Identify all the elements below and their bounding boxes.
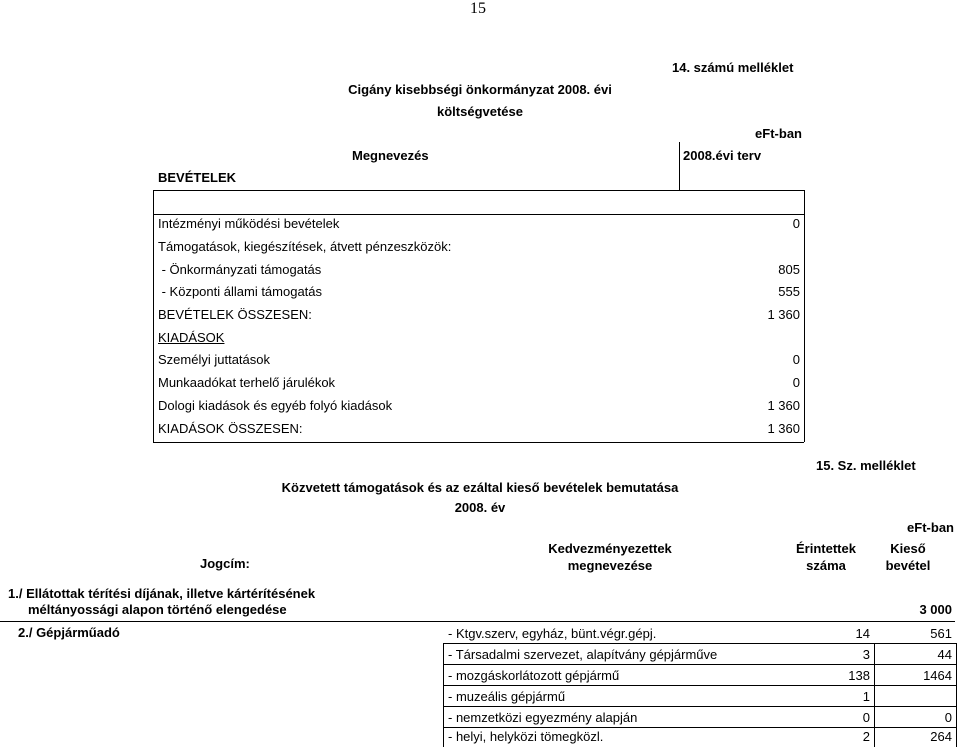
item2-grid-line: [443, 727, 956, 728]
beneficiary-cell: - nemzetközi egyezmény alapján: [448, 710, 638, 725]
count-cell: 2: [862, 729, 870, 744]
budget-row-label: Személyi juttatások: [158, 352, 270, 367]
item2-grid-line: [443, 706, 956, 707]
beneficiary-cell: - Társadalmi szervezet, alapítvány gépjárműve: [448, 647, 718, 662]
lost-cell: 1464: [923, 668, 952, 683]
budget-annex-label: 14. számú melléklet: [672, 60, 794, 75]
budget-right-border: [804, 190, 805, 442]
item2-grid-line: [443, 643, 956, 644]
item1-bottom-line: [0, 621, 955, 622]
item2-grid-line: [443, 664, 956, 665]
col-title-header: Jogcím:: [200, 556, 250, 571]
col-count-header-line1: Érintettek: [796, 541, 856, 556]
budget-row-value: 805: [778, 262, 800, 277]
budget-row-label: Intézményi működési bevételek: [158, 216, 340, 231]
count-cell: 0: [862, 710, 870, 725]
indirect-title: Közvetett támogatások és az ezáltal kieső bevételek bemutatása: [281, 480, 679, 495]
item2-col-divider: [874, 643, 875, 747]
lost-cell: 561: [930, 626, 952, 641]
count-cell: 138: [848, 668, 870, 683]
budget-row-value: 0: [792, 352, 800, 367]
budget-title-line2: költségvetése: [437, 104, 523, 119]
budget-row-value: 0: [792, 375, 800, 390]
revenue-total-label: BEVÉTELEK ÖSSZESEN:: [158, 307, 312, 322]
beneficiary-cell: - helyi, helyközi tömegközl.: [448, 729, 604, 744]
budget-col-plan-header: 2008.évi terv: [683, 148, 762, 163]
item2-right-border: [956, 643, 957, 747]
item1-lost-value: 3 000: [919, 602, 952, 617]
expenses-total-label: KIADÁSOK ÖSSZESEN:: [158, 421, 303, 436]
revenue-total-value: 1 360: [767, 307, 800, 322]
budget-row-value: 0: [792, 216, 800, 231]
budget-row-value: 1 360: [767, 398, 800, 413]
indirect-unit: eFt-ban: [907, 520, 954, 535]
lost-cell: 264: [930, 729, 952, 744]
item2-left-border: [443, 643, 444, 747]
count-cell: 3: [862, 647, 870, 662]
col-lost-header-line2: bevétel: [885, 558, 931, 573]
item1-label-line2: méltányossági alapon történő elengedése: [28, 602, 287, 617]
item1-label-line1: 1./ Ellátottak térítési díjának, illetve kártérítésének: [8, 586, 316, 601]
item2-grid-line: [443, 685, 956, 686]
lost-cell: 44: [937, 647, 952, 662]
col-count-header-line2: száma: [806, 558, 846, 573]
budget-row-label: - Önkormányzati támogatás: [158, 262, 322, 277]
budget-body-top-line: [153, 214, 804, 215]
beneficiary-cell: - Ktgv.szerv, egyház, bünt.végr.gépj.: [448, 626, 657, 641]
lost-cell: 0: [944, 710, 952, 725]
budget-row-label: Dologi kiadások és egyéb folyó kiadások: [158, 398, 393, 413]
col-beneficiary-header-line2: megnevezése: [567, 558, 653, 573]
budget-body-bottom-line: [153, 442, 804, 443]
budget-col-name-header: Megnevezés: [352, 148, 429, 163]
indirect-annex-label: 15. Sz. melléklet: [816, 458, 916, 473]
item2-label: 2./ Gépjárműadó: [18, 625, 120, 640]
expenses-heading: KIADÁSOK: [158, 330, 225, 345]
expenses-total-value: 1 360: [767, 421, 800, 436]
budget-left-border: [153, 190, 154, 442]
budget-row-label: Munkaadókat terhelő járulékok: [158, 375, 336, 390]
beneficiary-cell: - mozgáskorlátozott gépjármű: [448, 668, 620, 683]
indirect-year: 2008. év: [454, 500, 506, 515]
count-cell: 1: [862, 689, 870, 704]
beneficiary-cell: - muzeális gépjármű: [448, 689, 566, 704]
budget-row-label: - Központi állami támogatás: [158, 284, 323, 299]
budget-row-value: 555: [778, 284, 800, 299]
col-lost-header-line1: Kieső: [890, 541, 926, 556]
budget-header-divider: [679, 142, 680, 190]
page-number: 15: [470, 0, 486, 17]
col-beneficiary-header-line1: Kedvezményezettek: [548, 541, 672, 556]
budget-unit: eFt-ban: [755, 126, 802, 141]
budget-header-bottom-line: [153, 190, 804, 191]
budget-title-line1: Cigány kisebbségi önkormányzat 2008. évi: [348, 82, 612, 97]
revenue-heading: BEVÉTELEK: [158, 170, 237, 185]
budget-row-label: Támogatások, kiegészítések, átvett pénzeszközök:: [158, 239, 452, 254]
count-cell: 14: [855, 626, 870, 641]
